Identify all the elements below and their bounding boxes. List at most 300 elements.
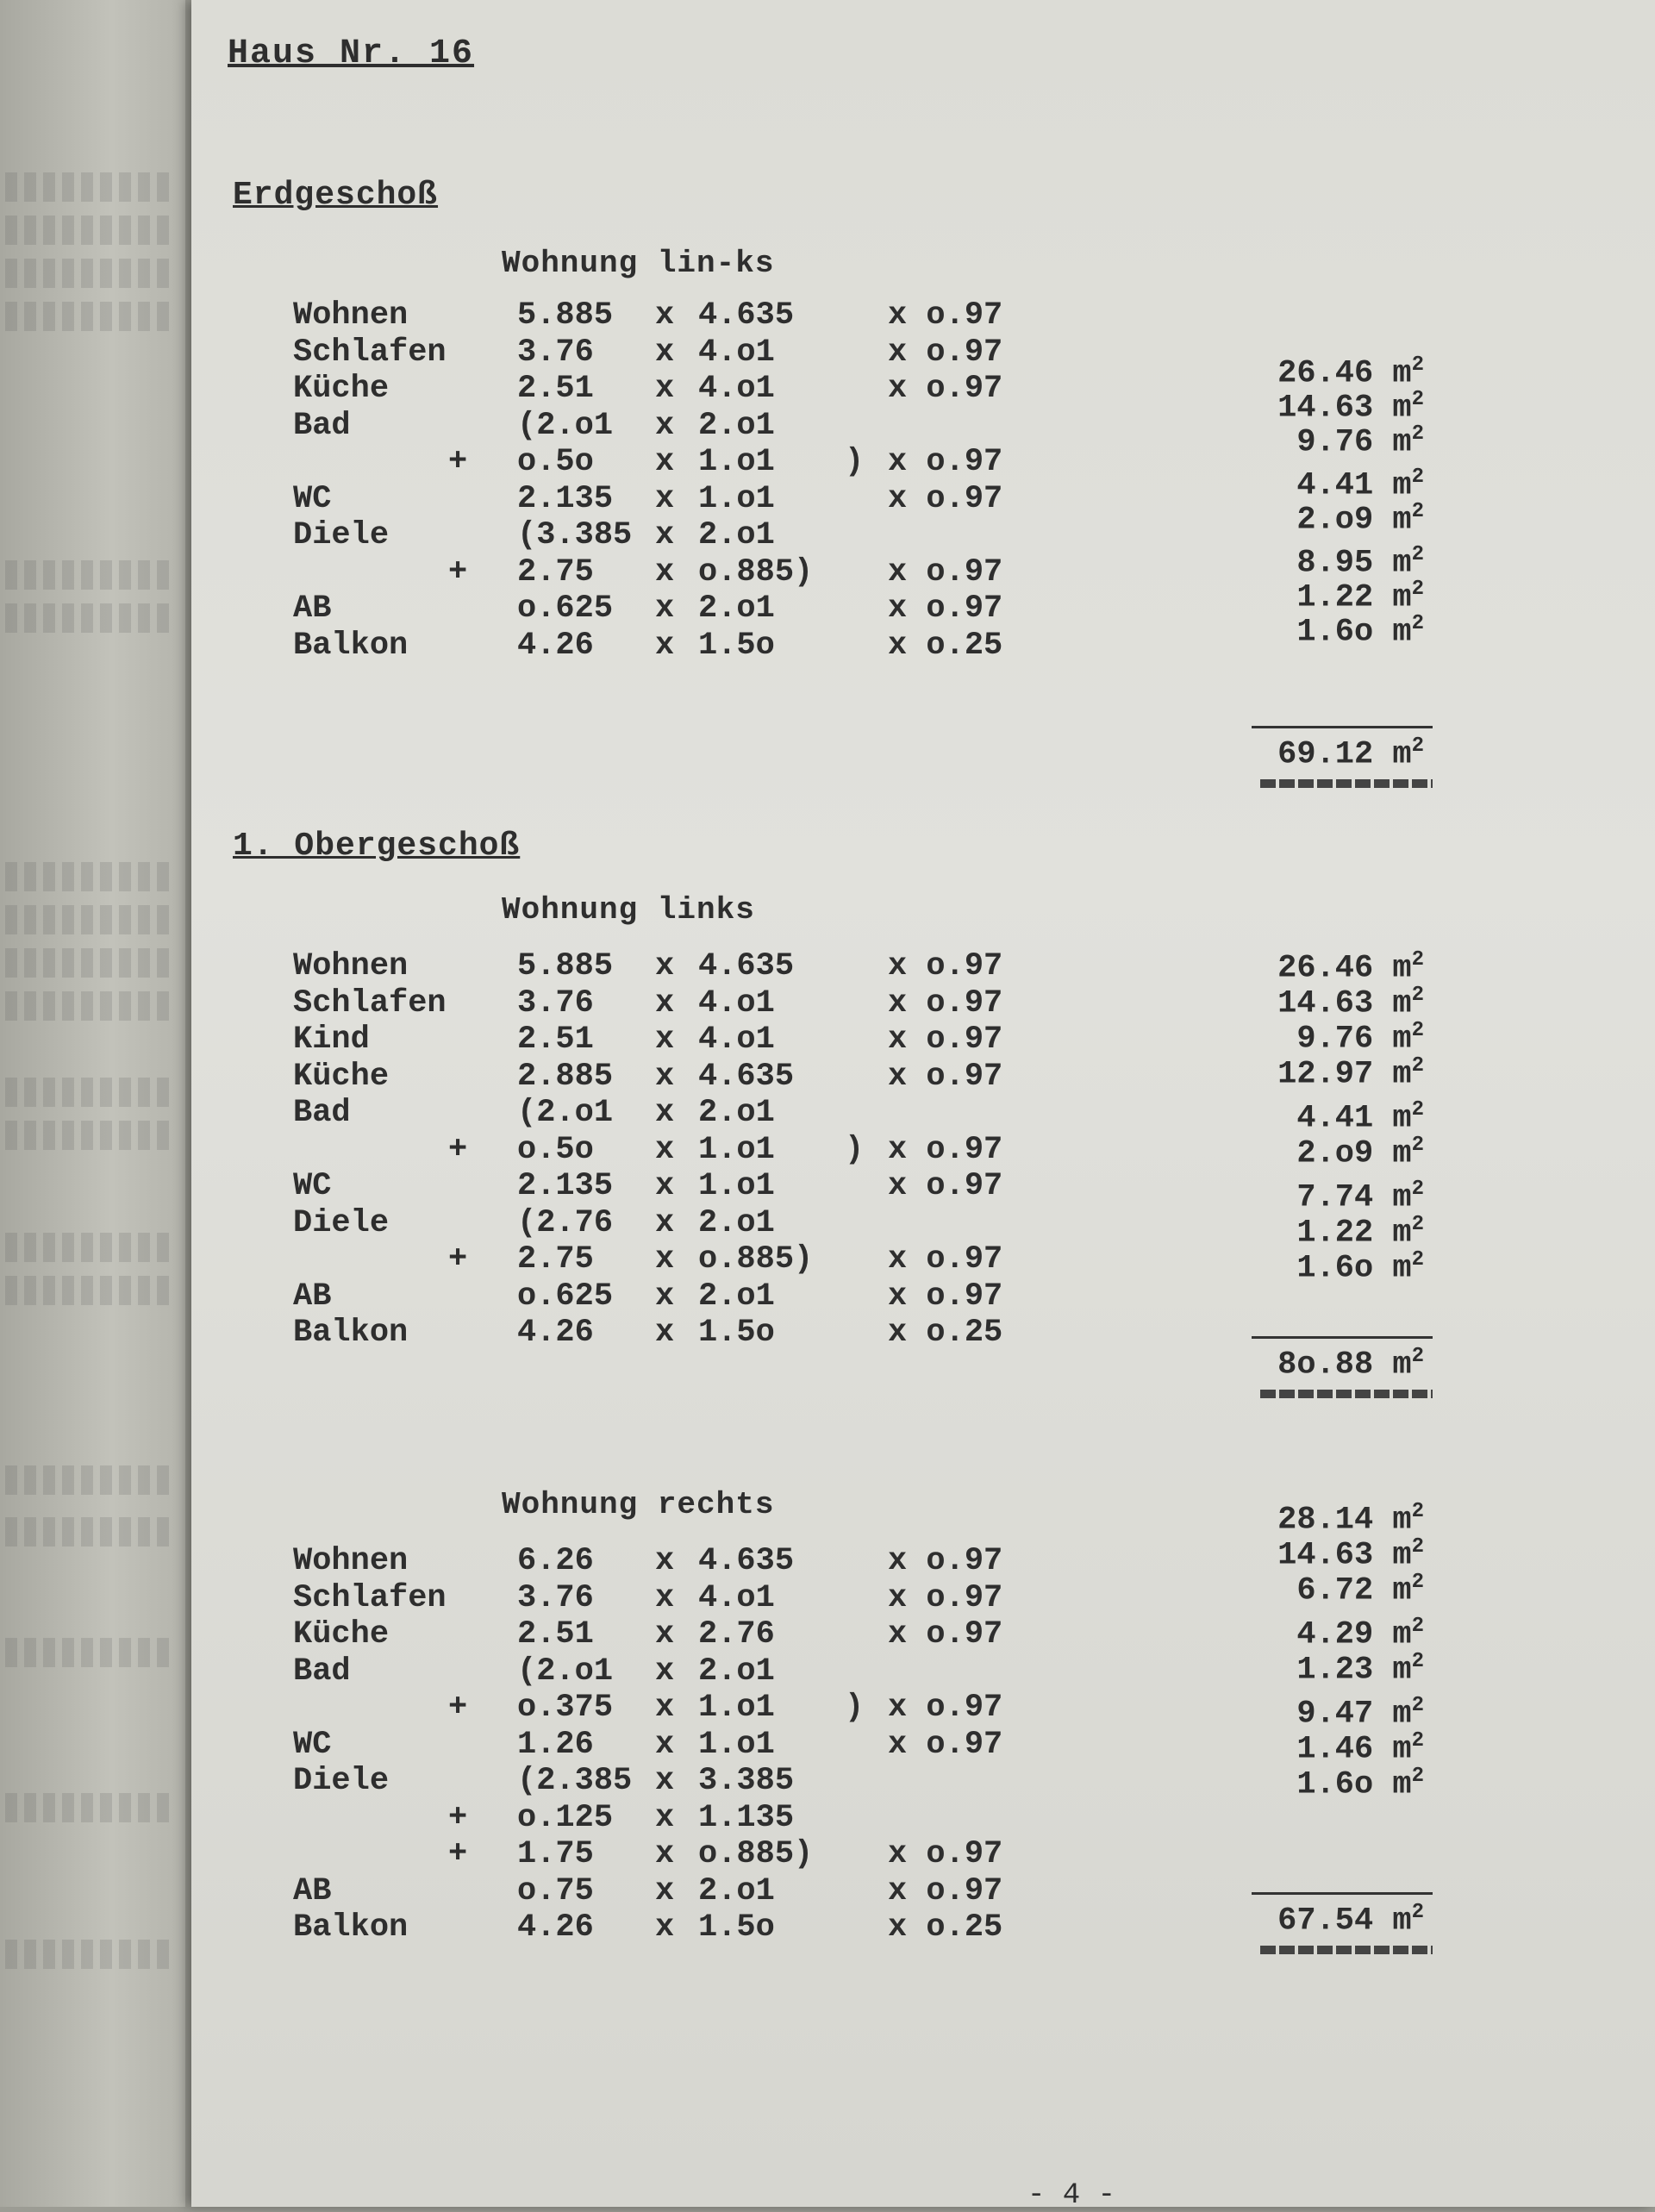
unit-total [1200,1901,1424,1939]
dimension-a: (2.o1 [517,1653,614,1690]
times-sign: x [655,590,675,627]
room-name: Küche [293,1616,390,1653]
faded-text [5,991,169,1021]
area-value: 2.o9 m [1296,502,1412,539]
room-name: + [448,1690,468,1726]
dimension-b: 1.5o [698,1315,775,1351]
reduction-factor: x o.97 [888,1836,1003,1872]
area-result [1200,1054,1424,1092]
dimension-b: 2.o1 [698,1095,775,1131]
calculation-row [293,1580,1069,1618]
times-sign: x [655,1909,675,1946]
faded-text [5,948,169,978]
calculation-row [293,985,1069,1023]
area-value: 8.95 m [1296,545,1412,582]
times-sign: x [655,480,675,517]
section-title: Erdgeschoß [233,177,439,214]
faded-text [5,1793,169,1822]
times-sign: x [655,627,675,664]
area-value: 6.72 m [1296,1572,1412,1609]
area-value: 2.o9 m [1296,1135,1412,1172]
calculation-row [293,1836,1069,1874]
double-underline [1260,779,1433,788]
room-name: Diele [293,517,390,553]
room-name: + [448,1799,468,1836]
dimension-a: 2.51 [517,371,594,407]
square-exponent: 2 [1411,1019,1424,1042]
room-name: Balkon [293,1315,409,1351]
reduction-factor: x o.97 [888,1579,1003,1616]
dimension-a: (2.76 [517,1204,614,1241]
faded-text [5,1078,169,1107]
dimension-a: 3.76 [517,334,594,371]
dimension-a: 6.26 [517,1543,594,1579]
dimension-a: o.5o [517,1131,594,1168]
square-exponent: 2 [1411,1345,1424,1368]
dimension-b: 2.o1 [698,1653,775,1690]
area-result [1200,1650,1424,1688]
room-name: Wohnen [293,1543,409,1579]
times-sign: x [655,1058,675,1095]
area-result [1200,1213,1424,1251]
calculation-row [293,1616,1069,1654]
calculation-row [293,1168,1069,1206]
square-exponent: 2 [1411,1535,1424,1559]
area-value: 7.74 m [1296,1179,1412,1216]
square-exponent: 2 [1411,1178,1424,1201]
calculation-row [293,1800,1069,1838]
times-sign: x [655,553,675,590]
dimension-b: 1.135 [698,1799,795,1836]
times-sign: x [655,1763,675,1799]
reduction-factor: x o.97 [888,590,1003,627]
dimension-a: o.125 [517,1799,614,1836]
dimension-b: 1.5o [698,1909,775,1946]
faded-text [5,1121,169,1150]
times-sign: x [655,1836,675,1872]
faded-text [5,1276,169,1305]
dimension-b: 2.o1 [698,407,775,444]
times-sign: x [655,1278,675,1315]
square-exponent: 2 [1411,1054,1424,1078]
area-result [1200,1178,1424,1215]
reduction-factor: x o.97 [888,1131,1003,1168]
room-name: AB [293,590,332,627]
reduction-factor: x o.97 [888,297,1003,334]
calculation-row [293,1727,1069,1765]
area-value: 4.29 m [1296,1616,1412,1653]
dimension-a: o.625 [517,1278,614,1315]
calculation-row [293,1653,1069,1691]
square-exponent: 2 [1411,1248,1424,1272]
square-exponent: 2 [1411,1729,1424,1753]
square-exponent: 2 [1411,1134,1424,1157]
closing-paren: ) [845,444,865,480]
reduction-factor: x o.97 [888,1726,1003,1763]
reduction-factor: x o.97 [888,948,1003,984]
reduction-factor: x o.97 [888,1058,1003,1095]
area-value: 9.47 m [1296,1696,1412,1733]
times-sign: x [655,948,675,984]
dimension-b: 4.o1 [698,984,775,1022]
faded-text [5,905,169,934]
dimension-a: 5.885 [517,948,614,984]
dimension-b: 2.o1 [698,590,775,627]
sum-line [1252,1336,1433,1339]
faded-text [5,603,169,633]
area-value: 14.63 m [1277,985,1412,1022]
reduction-factor: x o.25 [888,1315,1003,1351]
dimension-b: 1.5o [698,627,775,664]
square-exponent: 2 [1411,1571,1424,1594]
room-name: Bad [293,1653,351,1690]
dimension-a: 2.135 [517,1168,614,1204]
area-value: 1.23 m [1296,1652,1412,1689]
calculation-row [293,1763,1069,1801]
square-exponent: 2 [1411,612,1424,635]
room-name: Schlafen [293,334,447,371]
dimension-b: 4.o1 [698,371,775,407]
dimension-b: 2.76 [698,1616,775,1653]
room-name: Diele [293,1204,390,1241]
area-value: 28.14 m [1277,1502,1412,1539]
dimension-b: 4.635 [698,948,795,984]
facing-page-edge [0,0,185,2207]
room-name: WC [293,1726,332,1763]
area-value: 1.22 m [1296,1215,1412,1252]
times-sign: x [655,1872,675,1909]
times-sign: x [655,407,675,444]
double-underline [1260,1390,1433,1398]
times-sign: x [655,1653,675,1690]
dimension-b: 4.635 [698,297,795,334]
area-value: 1.6o m [1296,1250,1412,1287]
dimension-b: 4.635 [698,1058,795,1095]
reduction-factor: x o.97 [888,1278,1003,1315]
unit-title: Wohnung lin-ks [502,246,775,281]
area-value: 4.41 m [1296,1100,1412,1137]
times-sign: x [655,1168,675,1204]
closing-paren: ) [845,1690,865,1726]
room-name: Bad [293,1095,351,1131]
total-value: 8o.88 m [1277,1347,1412,1384]
area-value: 26.46 m [1277,950,1412,987]
area-result [1200,353,1424,391]
times-sign: x [655,334,675,371]
area-value: 14.63 m [1277,390,1412,427]
calculation-row [293,408,1069,446]
reduction-factor: x o.97 [888,371,1003,407]
square-exponent: 2 [1411,500,1424,523]
area-value: 9.76 m [1296,1021,1412,1058]
room-name: + [448,1131,468,1168]
reduction-factor: x o.25 [888,627,1003,664]
area-result [1200,1500,1424,1538]
calculation-row [293,1059,1069,1097]
closing-paren: ) [845,1131,865,1168]
calculation-row [293,517,1069,555]
unit-total [1200,734,1424,772]
area-result [1200,1765,1424,1803]
faded-text [5,216,169,245]
square-exponent: 2 [1411,1213,1424,1236]
calculation-row [293,444,1069,482]
dimension-a: 2.75 [517,1241,594,1278]
room-name: Wohnen [293,948,409,984]
square-exponent: 2 [1411,578,1424,601]
section-title: 1. Obergeschoß [233,828,521,865]
reduction-factor: x o.97 [888,984,1003,1022]
area-result [1200,1535,1424,1573]
calculation-row [293,1909,1069,1947]
square-exponent: 2 [1411,422,1424,446]
room-name: Balkon [293,1909,409,1946]
dimension-b: 1.o1 [698,1168,775,1204]
calculation-row [293,1205,1069,1243]
dimension-a: o.75 [517,1872,594,1909]
area-result [1200,1571,1424,1609]
dimension-b: o.885) [698,1836,814,1872]
reduction-factor: x o.97 [888,334,1003,371]
area-result [1200,1098,1424,1136]
sum-line [1252,1892,1433,1895]
area-result [1200,948,1424,986]
dimension-a: 2.51 [517,1616,594,1653]
times-sign: x [655,371,675,407]
area-value: 9.76 m [1296,424,1412,461]
times-sign: x [655,1241,675,1278]
times-sign: x [655,984,675,1022]
area-value: 1.46 m [1296,1731,1412,1768]
square-exponent: 2 [1411,1901,1424,1924]
area-value: 1.6o m [1296,1766,1412,1803]
times-sign: x [655,297,675,334]
sum-line [1252,726,1433,728]
house-title: Haus Nr. 16 [228,34,475,73]
square-exponent: 2 [1411,543,1424,566]
dimension-a: 1.26 [517,1726,594,1763]
square-exponent: 2 [1411,388,1424,411]
area-value: 12.97 m [1277,1056,1412,1093]
faded-text [5,302,169,331]
square-exponent: 2 [1411,948,1424,972]
room-name: Diele [293,1763,390,1799]
dimension-b: 2.o1 [698,1278,775,1315]
room-name: Küche [293,1058,390,1095]
document-page [191,0,1655,2212]
reduction-factor: x o.97 [888,1690,1003,1726]
dimension-b: 4.635 [698,1543,795,1579]
square-exponent: 2 [1411,1765,1424,1788]
dimension-b: 1.o1 [698,1690,775,1726]
dimension-a: 2.75 [517,553,594,590]
dimension-a: 3.76 [517,984,594,1022]
room-name: AB [293,1278,332,1315]
reduction-factor: x o.97 [888,480,1003,517]
times-sign: x [655,1543,675,1579]
area-value: 26.46 m [1277,355,1412,392]
area-calculation-sheet [191,0,1655,2207]
unit-title: Wohnung links [502,892,755,928]
square-exponent: 2 [1411,1694,1424,1717]
room-name: + [448,553,468,590]
square-exponent: 2 [1411,353,1424,377]
dimension-b: o.885) [698,553,814,590]
times-sign: x [655,1579,675,1616]
double-underline [1260,1946,1433,1954]
dimension-b: 4.o1 [698,1022,775,1058]
square-exponent: 2 [1411,1500,1424,1523]
times-sign: x [655,1131,675,1168]
faded-text [5,560,169,590]
area-result [1200,543,1424,581]
room-name: Schlafen [293,984,447,1022]
faded-text [5,862,169,891]
calculation-row [293,1690,1069,1728]
dimension-b: o.885) [698,1241,814,1278]
room-name: WC [293,1168,332,1204]
faded-text [5,259,169,288]
square-exponent: 2 [1411,466,1424,489]
calculation-row [293,554,1069,592]
calculation-row [293,1315,1069,1353]
times-sign: x [655,1022,675,1058]
room-name: + [448,444,468,480]
room-name: Balkon [293,627,409,664]
dimension-a: 4.26 [517,627,594,664]
calculation-row [293,1873,1069,1911]
area-result [1200,388,1424,426]
faded-text [5,1638,169,1667]
square-exponent: 2 [1411,1650,1424,1673]
square-exponent: 2 [1411,984,1424,1007]
reduction-factor: x o.25 [888,1909,1003,1946]
total-value: 69.12 m [1277,736,1412,773]
times-sign: x [655,517,675,553]
room-name: + [448,1836,468,1872]
dimension-a: (2.o1 [517,1095,614,1131]
area-result [1200,984,1424,1022]
area-value: 14.63 m [1277,1537,1412,1574]
times-sign: x [655,1690,675,1726]
area-result [1200,1694,1424,1732]
dimension-b: 2.o1 [698,1872,775,1909]
dimension-a: 3.76 [517,1579,594,1616]
area-value: 1.22 m [1296,579,1412,616]
calculation-row [293,590,1069,628]
area-result [1200,1019,1424,1057]
calculation-row [293,1132,1069,1170]
room-name: Schlafen [293,1579,447,1616]
dimension-a: o.625 [517,590,614,627]
area-result [1200,1134,1424,1172]
dimension-b: 4.o1 [698,1579,775,1616]
area-result [1200,612,1424,650]
dimension-b: 1.o1 [698,1131,775,1168]
dimension-a: 2.885 [517,1058,614,1095]
area-result [1200,1729,1424,1767]
calculation-row [293,297,1069,335]
faded-text [5,1940,169,1969]
times-sign: x [655,1726,675,1763]
room-name: Wohnen [293,297,409,334]
room-name: Küche [293,371,390,407]
dimension-b: 1.o1 [698,1726,775,1763]
room-name: Kind [293,1022,370,1058]
dimension-b: 2.o1 [698,1204,775,1241]
calculation-row [293,1022,1069,1059]
area-result [1200,578,1424,615]
times-sign: x [655,1616,675,1653]
faded-text [5,172,169,202]
calculation-row [293,334,1069,372]
faded-text [5,1465,169,1495]
dimension-a: (2.385 [517,1763,633,1799]
dimension-a: (3.385 [517,517,633,553]
square-exponent: 2 [1411,1098,1424,1122]
reduction-factor: x o.97 [888,1616,1003,1653]
dimension-a: 4.26 [517,1315,594,1351]
dimension-a: o.375 [517,1690,614,1726]
calculation-row [293,1543,1069,1581]
dimension-a: (2.o1 [517,407,614,444]
reduction-factor: x o.97 [888,1022,1003,1058]
room-name: Bad [293,407,351,444]
area-value: 1.6o m [1296,614,1412,651]
reduction-factor: x o.97 [888,1168,1003,1204]
area-result [1200,466,1424,503]
calculation-row [293,948,1069,986]
calculation-row [293,481,1069,519]
area-value: 4.41 m [1296,467,1412,504]
dimension-b: 1.o1 [698,444,775,480]
area-result [1200,500,1424,538]
calculation-row [293,1278,1069,1316]
times-sign: x [655,1315,675,1351]
faded-text [5,1517,169,1547]
dimension-b: 3.385 [698,1763,795,1799]
reduction-factor: x o.97 [888,1241,1003,1278]
room-name: + [448,1241,468,1278]
dimension-a: 2.51 [517,1022,594,1058]
dimension-a: 2.135 [517,480,614,517]
calculation-row [293,371,1069,409]
calculation-row [293,1095,1069,1133]
unit-total [1200,1345,1424,1383]
dimension-a: 5.885 [517,297,614,334]
times-sign: x [655,1204,675,1241]
room-name: WC [293,480,332,517]
reduction-factor: x o.97 [888,1543,1003,1579]
dimension-a: o.5o [517,444,594,480]
times-sign: x [655,1095,675,1131]
square-exponent: 2 [1411,734,1424,758]
area-result [1200,422,1424,460]
area-result [1200,1248,1424,1286]
unit-title: Wohnung rechts [502,1487,775,1522]
calculation-row [293,628,1069,665]
reduction-factor: x o.97 [888,553,1003,590]
room-name: AB [293,1872,332,1909]
reduction-factor: x o.97 [888,444,1003,480]
area-result [1200,1615,1424,1653]
dimension-b: 1.o1 [698,480,775,517]
times-sign: x [655,1799,675,1836]
faded-text [5,1233,169,1262]
reduction-factor: x o.97 [888,1872,1003,1909]
dimension-b: 4.o1 [698,334,775,371]
total-value: 67.54 m [1277,1903,1412,1940]
